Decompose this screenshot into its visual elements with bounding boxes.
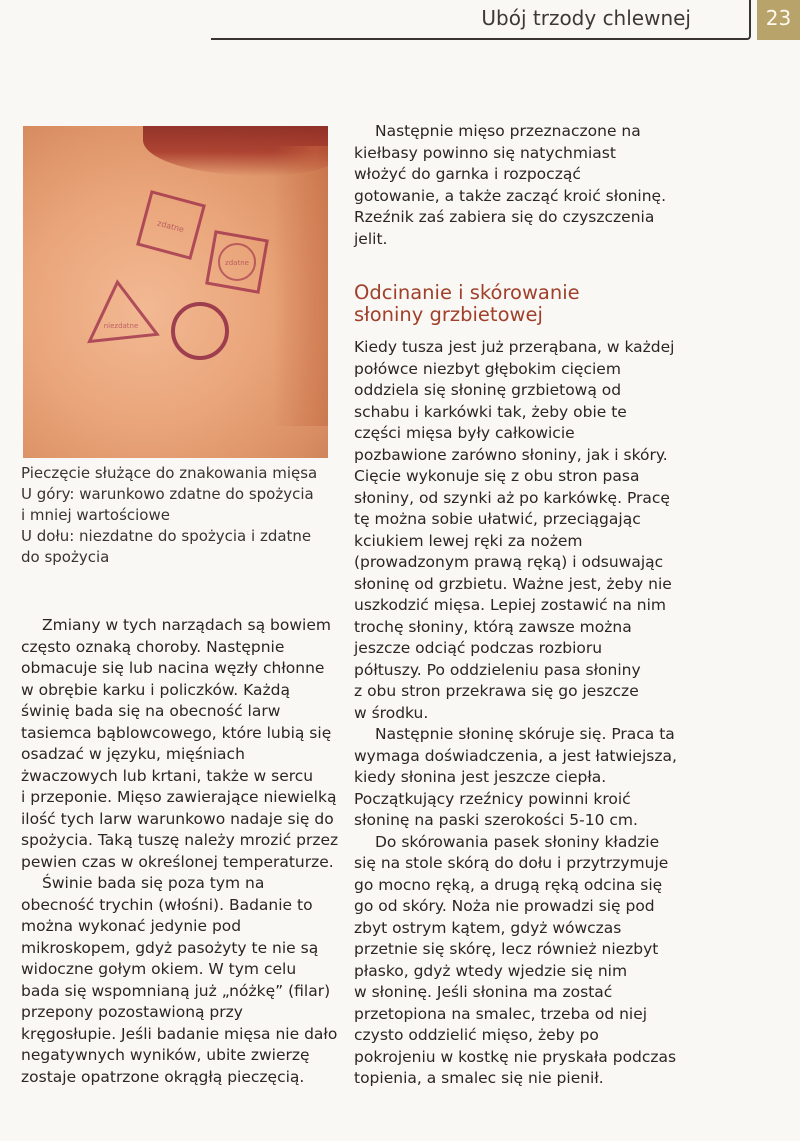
- heading-line: Odcinanie i skórowanie: [354, 281, 580, 304]
- photo-caption: [21, 463, 321, 568]
- text-line: jeszcze odciąć podczas rozbioru: [354, 639, 603, 657]
- text-line: z obu stron przekrawa się go jeszcze: [354, 682, 639, 700]
- caption-line: do spożycia: [21, 548, 110, 566]
- text-line: Zmiany w tych narządach są bowiem: [42, 616, 331, 634]
- text-line: Świnie bada się poza tym na: [42, 874, 265, 892]
- square-stamp: [130, 184, 212, 266]
- text-line: pozbawione zarówno słoniny, jak i skóry.: [354, 445, 668, 464]
- text-line: przetnie się skórę, lecz również niezbyt: [354, 940, 659, 958]
- text-line: płasko, gdyż wtedy wjedzie się nim: [354, 961, 628, 980]
- text-line: można wykonać jedynie pod: [21, 917, 242, 935]
- text-line: w obrębie karku i policzków. Każdą: [21, 680, 290, 699]
- text-line: przepony pozostawioną przy: [21, 1003, 243, 1021]
- text-line: Następnie mięso przeznaczone na: [375, 122, 641, 140]
- left-text-column: [21, 615, 339, 1088]
- text-line: mikroskopem, gdyż pasożyty te nie są: [21, 938, 319, 957]
- text-line: i przeponie. Mięso zawierające niewielką: [21, 788, 337, 806]
- text-line: kiełbasy powinno się natychmiast: [354, 143, 616, 162]
- text-line: włożyć do garnka i rozpocząć: [354, 165, 581, 183]
- text-line: Cięcie wykonuje się z obu stron pasa: [354, 467, 640, 485]
- chapter-title: Ubój trzody chlewnej: [481, 6, 691, 30]
- stamp-text: zdatne: [225, 259, 249, 267]
- triangle-stamp: [81, 276, 161, 348]
- text-line: go mocno ręką, a drugą ręką odcina się: [354, 875, 663, 894]
- caption-line: i mniej wartościowe: [21, 506, 170, 524]
- text-line: zostaje opatrzone okrągłą pieczęcią.: [21, 1067, 305, 1086]
- text-line: przetopiona na smalec, trzeba od niej: [354, 1004, 648, 1023]
- section-heading: [354, 282, 674, 326]
- stamp-text: zdatne: [156, 218, 185, 235]
- text-line: tasiemca bąblowcowego, które lubią się: [21, 723, 332, 742]
- right-text-intro: [354, 121, 674, 250]
- text-line: Początkujący rzeźnicy powinni kroić: [354, 789, 631, 808]
- heading-line: słoniny grzbietowej: [354, 303, 543, 326]
- text-line: pewien czas w określonej temperaturze.: [21, 852, 334, 871]
- text-line: obecność trychin (włośni). Badanie to: [21, 895, 313, 914]
- text-line: uszkodzić mięsa. Lepiej zostawić na nim: [354, 596, 667, 614]
- text-line: połówce niezbyt głębokim cięciem: [354, 359, 621, 378]
- text-line: czysto oddzielić mięso, żeby po: [354, 1026, 599, 1044]
- text-line: w środku.: [354, 703, 429, 722]
- text-line: Kiedy tusza jest już przerąbana, w każdej: [354, 338, 675, 356]
- stamp-text: niezdatne: [103, 322, 139, 330]
- text-line: schabu i karkówki tak, żeby obie te: [354, 402, 627, 421]
- text-line: Rzeźnik zaś zabiera się do czyszczenia: [354, 208, 655, 226]
- text-line: się na stole skórą do dołu i przytrzymuje: [354, 854, 669, 872]
- text-line: świnię bada się na obecność larw: [21, 702, 281, 720]
- page-number-box: [757, 0, 800, 40]
- caption-line: U góry: warunkowo zdatne do spożycia: [21, 485, 314, 503]
- text-line: go od skóry. Noża nie prowadzi się pod: [354, 897, 655, 915]
- page-number: 23: [765, 6, 792, 30]
- caption-line: U dołu: niezdatne do spożycia i zdatne: [21, 527, 312, 545]
- text-line: ilość tych larw warunkowo nadaje się do: [21, 809, 334, 828]
- text-line: oddziela się słoninę grzbietową od: [354, 381, 622, 399]
- text-line: tę można sobie ułatwić, przeciągając: [354, 510, 641, 528]
- round-stamp: [163, 294, 237, 368]
- text-line: w słoninę. Jeśli słonina ma zostać: [354, 983, 613, 1001]
- square-circle-stamp: [201, 226, 273, 298]
- text-line: kiedy słonina jest jeszcze ciepła.: [354, 768, 607, 786]
- text-line: jelit.: [354, 229, 388, 248]
- text-line: obmacuje się lub nacina węzły chłonne: [21, 659, 325, 677]
- text-line: trochę słoniny, którą zawsze można: [354, 617, 632, 636]
- text-line: spożycia. Taką tuszę należy mrozić przez: [21, 831, 339, 849]
- text-line: wymaga doświadczenia, a jest łatwiejsza,: [354, 746, 677, 765]
- text-line: widoczne gołym okiem. W tym celu: [21, 960, 297, 978]
- text-line: pokrojeniu w kostkę nie pryskała podczas: [354, 1047, 677, 1066]
- text-line: słoninę od grzbietu. Ważne jest, żeby nie: [354, 574, 672, 593]
- text-line: topienia, a smalec się nie pienił.: [354, 1069, 604, 1087]
- text-line: Następnie słoninę skóruje się. Praca ta: [375, 725, 675, 743]
- meat-shadow: [273, 146, 328, 426]
- text-line: kciukiem lewej ręki za nożem: [354, 531, 583, 550]
- text-line: zbyt ostrym kątem, gdyż wówczas: [354, 918, 622, 937]
- text-line: części mięsa były całkowicie: [354, 424, 575, 442]
- stamped-pork-skin-photo: [23, 126, 328, 458]
- text-line: półtuszy. Po oddzieleniu pasa słoniny: [354, 660, 641, 679]
- right-text-column: [354, 337, 677, 1090]
- text-line: (prowadzonym prawą ręką) i odsuwając: [354, 553, 664, 571]
- text-line: Do skórowania pasek słoniny kładzie: [375, 832, 660, 851]
- text-line: bada się wspomnianą już „nóżkę” (filar): [21, 981, 331, 1000]
- text-line: gotowanie, a także zacząć kroić słoninę.: [354, 186, 667, 205]
- text-line: często oznaką choroby. Następnie: [21, 637, 285, 656]
- text-line: osadzać w języku, mięśniach: [21, 745, 245, 763]
- text-line: negatywnych wyników, ubite zwierzę: [21, 1046, 310, 1064]
- text-line: słoniny, od szynki aż po karkówkę. Pracę: [354, 488, 670, 507]
- text-line: żwaczowych lub krtani, także w sercu: [21, 766, 314, 785]
- caption-line: Pieczęcie służące do znakowania mięsa: [21, 464, 318, 482]
- text-line: słoninę na paski szerokości 5-10 cm.: [354, 811, 638, 829]
- text-line: kręgosłupie. Jeśli badanie mięsa nie dało: [21, 1024, 338, 1043]
- running-header: [211, 0, 751, 40]
